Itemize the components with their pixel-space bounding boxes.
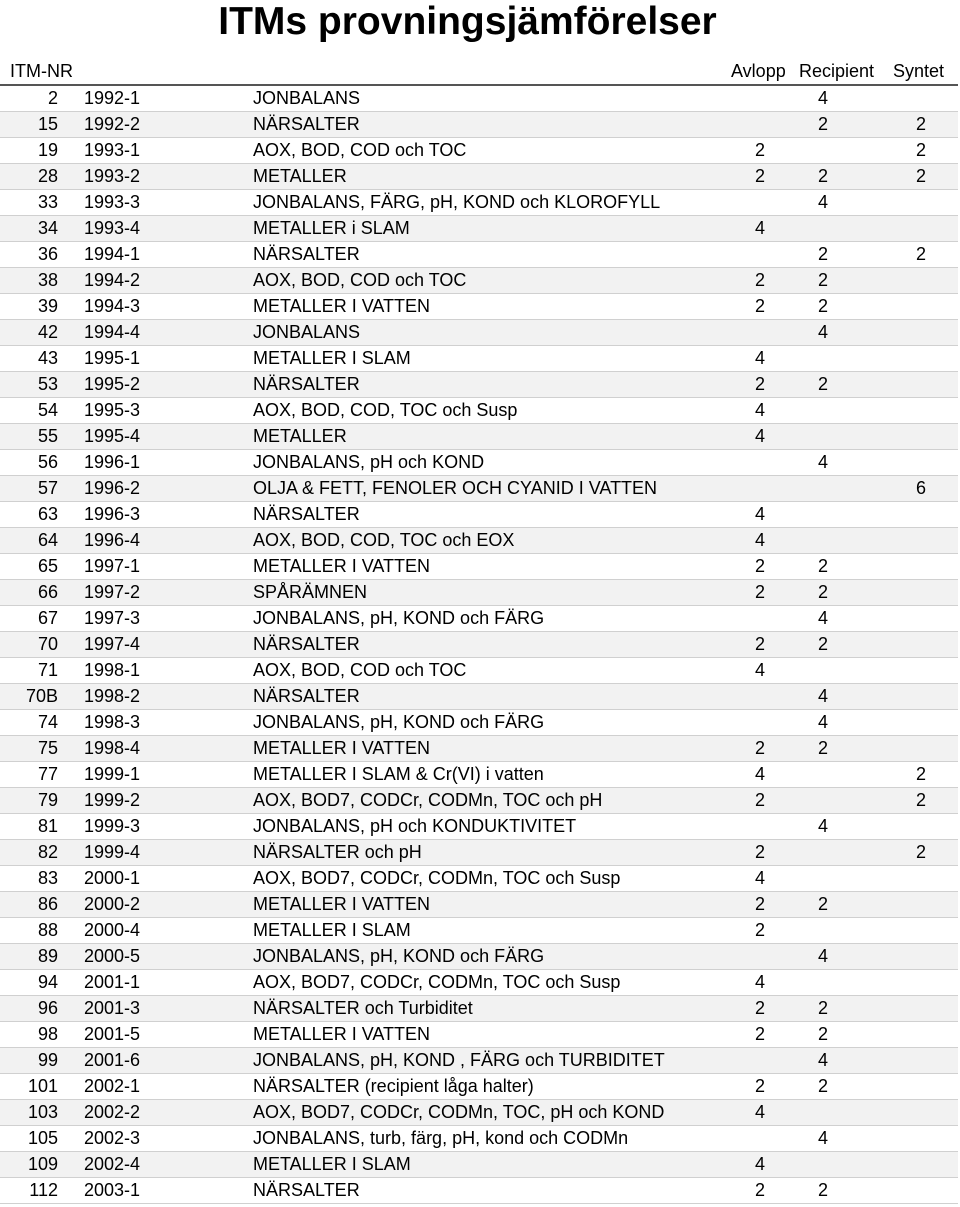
- cell-itm-nr: 43: [37, 348, 58, 368]
- cell-subject: JONBALANS: [253, 88, 361, 108]
- cell-subject: JONBALANS, turb, färg, pH, kond och CODMn: [253, 1128, 629, 1148]
- cell-itm-nr: 56: [37, 452, 58, 472]
- cell-round: 1992-1: [84, 88, 141, 108]
- cell-round: 1996-1: [84, 452, 141, 472]
- cell-itm-nr: 105: [27, 1128, 58, 1148]
- cell-round: 2000-4: [84, 920, 141, 940]
- cell-subject: AOX, BOD, COD och TOC: [253, 660, 467, 680]
- cell-subject: METALLER: [253, 426, 347, 446]
- cell-itm-nr: 36: [37, 244, 58, 264]
- cell-avlopp: 2: [754, 1024, 765, 1044]
- cell-subject: AOX, BOD, COD och TOC: [253, 140, 467, 160]
- cell-avlopp: 2: [754, 296, 765, 316]
- cell-avlopp: 2: [754, 1180, 765, 1200]
- cell-round: 1995-1: [84, 348, 141, 368]
- table-row: [0, 190, 958, 215]
- cell-itm-nr: 54: [37, 400, 58, 420]
- cell-recipient: 2: [817, 998, 828, 1018]
- cell-round: 1994-3: [84, 296, 141, 316]
- table-row: [0, 502, 958, 527]
- cell-subject: JONBALANS, pH och KOND: [253, 452, 485, 472]
- cell-subject: AOX, BOD7, CODCr, CODMn, TOC och Susp: [253, 972, 621, 992]
- cell-subject: NÄRSALTER: [253, 686, 360, 706]
- table-row: [0, 788, 958, 813]
- cell-itm-nr: 81: [37, 816, 58, 836]
- cell-recipient: 2: [817, 582, 828, 602]
- cell-round: 1997-2: [84, 582, 141, 602]
- cell-avlopp: 2: [754, 270, 765, 290]
- cell-recipient: 4: [817, 88, 828, 108]
- table-row: [0, 86, 958, 111]
- cell-avlopp: 2: [754, 634, 765, 654]
- cell-recipient: 2: [817, 270, 828, 290]
- cell-subject: NÄRSALTER: [253, 244, 360, 264]
- table-row: [0, 1022, 958, 1047]
- table-row: [0, 606, 958, 631]
- cell-round: 2002-3: [84, 1128, 141, 1148]
- cell-round: 1999-4: [84, 842, 141, 862]
- cell-subject: METALLER I VATTEN: [253, 894, 431, 914]
- cell-recipient: 2: [817, 738, 828, 758]
- cell-round: 1993-2: [84, 166, 141, 186]
- cell-recipient: 2: [817, 296, 828, 316]
- cell-round: 1995-4: [84, 426, 141, 446]
- cell-round: 1997-4: [84, 634, 141, 654]
- cell-round: 1996-3: [84, 504, 141, 524]
- header-recipient: Recipient: [799, 61, 875, 81]
- cell-subject: METALLER I VATTEN: [253, 296, 431, 316]
- cell-subject: SPÅRÄMNEN: [253, 582, 368, 602]
- cell-avlopp: 4: [754, 530, 765, 550]
- table-row: [0, 1048, 958, 1073]
- table-row: [0, 944, 958, 969]
- cell-avlopp: 4: [754, 504, 765, 524]
- cell-subject: METALLER I VATTEN: [253, 556, 431, 576]
- cell-avlopp: 4: [754, 348, 765, 368]
- cell-recipient: 4: [817, 816, 828, 836]
- cell-subject: AOX, BOD, COD, TOC och EOX: [253, 530, 515, 550]
- cell-round: 2001-1: [84, 972, 141, 992]
- cell-itm-nr: 82: [37, 842, 58, 862]
- table-row: [0, 632, 958, 657]
- table-row: [0, 372, 958, 397]
- cell-subject: JONBALANS, pH och KONDUKTIVITET: [253, 816, 577, 836]
- cell-round: 1993-1: [84, 140, 141, 160]
- cell-recipient: 4: [817, 452, 828, 472]
- table-row: [0, 398, 958, 423]
- cell-avlopp: 2: [754, 140, 765, 160]
- table-row: [0, 450, 958, 475]
- cell-itm-nr: 28: [37, 166, 58, 186]
- cell-syntet: 2: [915, 842, 926, 862]
- cell-round: 2000-1: [84, 868, 141, 888]
- cell-itm-nr: 88: [37, 920, 58, 940]
- cell-syntet: 2: [915, 764, 926, 784]
- table-row: [0, 892, 958, 917]
- cell-itm-nr: 63: [37, 504, 58, 524]
- cell-round: 1998-2: [84, 686, 141, 706]
- cell-subject: OLJA & FETT, FENOLER OCH CYANID I VATTEN: [253, 478, 658, 498]
- table-row: [0, 112, 958, 137]
- table-row: [0, 242, 958, 267]
- table-row: [0, 320, 958, 345]
- cell-round: 1992-2: [84, 114, 141, 134]
- table-row: [0, 970, 958, 995]
- header-itm-nr: ITM-NR: [10, 61, 73, 81]
- cell-round: 1995-3: [84, 400, 141, 420]
- cell-avlopp: 4: [754, 426, 765, 446]
- cell-round: 2001-6: [84, 1050, 141, 1070]
- cell-round: 1999-3: [84, 816, 141, 836]
- table-row: [0, 1152, 958, 1177]
- cell-round: 2003-1: [84, 1180, 141, 1200]
- cell-subject: METALLER I SLAM: [253, 348, 411, 368]
- cell-syntet: 2: [915, 114, 926, 134]
- cell-recipient: 4: [817, 608, 828, 628]
- cell-avlopp: 4: [754, 764, 765, 784]
- cell-subject: JONBALANS, pH, KOND och FÄRG: [253, 608, 545, 628]
- cell-subject: NÄRSALTER: [253, 374, 360, 394]
- cell-recipient: 4: [817, 322, 828, 342]
- cell-subject: NÄRSALTER: [253, 114, 360, 134]
- cell-itm-nr: 70B: [25, 686, 58, 706]
- cell-avlopp: 2: [754, 920, 765, 940]
- row-divider: [0, 1203, 958, 1204]
- cell-syntet: 2: [915, 140, 926, 160]
- cell-avlopp: 2: [754, 166, 765, 186]
- table-header: [0, 58, 958, 84]
- table-row: [0, 1074, 958, 1099]
- cell-itm-nr: 65: [37, 556, 58, 576]
- cell-itm-nr: 77: [37, 764, 58, 784]
- cell-subject: NÄRSALTER och pH: [253, 842, 422, 862]
- cell-subject: METALLER I VATTEN: [253, 1024, 431, 1044]
- table-row: [0, 216, 958, 241]
- cell-round: 1993-4: [84, 218, 141, 238]
- cell-subject: AOX, BOD, COD, TOC och Susp: [253, 400, 518, 420]
- cell-avlopp: 4: [754, 218, 765, 238]
- cell-itm-nr: 70: [37, 634, 58, 654]
- cell-itm-nr: 94: [37, 972, 58, 992]
- cell-itm-nr: 42: [37, 322, 58, 342]
- cell-recipient: 4: [817, 1050, 828, 1070]
- table-row: [0, 814, 958, 839]
- page-title: ITMs provningsjämförelser: [218, 0, 717, 43]
- cell-avlopp: 2: [754, 842, 765, 862]
- cell-avlopp: 2: [754, 894, 765, 914]
- cell-subject: AOX, BOD7, CODCr, CODMn, TOC och pH: [253, 790, 603, 810]
- cell-round: 1995-2: [84, 374, 141, 394]
- cell-itm-nr: 66: [37, 582, 58, 602]
- cell-round: 1994-2: [84, 270, 141, 290]
- table-row: [0, 164, 958, 189]
- cell-itm-nr: 53: [37, 374, 58, 394]
- cell-recipient: 2: [817, 556, 828, 576]
- cell-itm-nr: 83: [37, 868, 58, 888]
- cell-subject: METALLER: [253, 166, 347, 186]
- cell-round: 2001-5: [84, 1024, 141, 1044]
- cell-itm-nr: 64: [37, 530, 58, 550]
- table-row: [0, 736, 958, 761]
- cell-round: 2000-2: [84, 894, 141, 914]
- cell-subject: NÄRSALTER: [253, 634, 360, 654]
- table-row: [0, 424, 958, 449]
- cell-recipient: 2: [817, 114, 828, 134]
- cell-itm-nr: 74: [37, 712, 58, 732]
- cell-itm-nr: 2: [47, 88, 58, 108]
- cell-round: 2002-1: [84, 1076, 141, 1096]
- cell-subject: AOX, BOD7, CODCr, CODMn, TOC, pH och KOND: [253, 1102, 665, 1122]
- cell-subject: AOX, BOD7, CODCr, CODMn, TOC och Susp: [253, 868, 621, 888]
- table-row: [0, 346, 958, 371]
- table-row: [0, 294, 958, 319]
- table-row: [0, 866, 958, 891]
- cell-itm-nr: 19: [37, 140, 58, 160]
- cell-recipient: 4: [817, 712, 828, 732]
- cell-round: 2002-2: [84, 1102, 141, 1122]
- cell-round: 1998-4: [84, 738, 141, 758]
- table-row: [0, 1178, 958, 1203]
- cell-avlopp: 2: [754, 582, 765, 602]
- table-row: [0, 476, 958, 501]
- table-row: [0, 554, 958, 579]
- cell-itm-nr: 34: [37, 218, 58, 238]
- cell-avlopp: 4: [754, 868, 765, 888]
- cell-subject: METALLER i SLAM: [253, 218, 410, 238]
- cell-subject: JONBALANS, pH, KOND och FÄRG: [253, 946, 545, 966]
- cell-avlopp: 2: [754, 738, 765, 758]
- cell-itm-nr: 99: [37, 1050, 58, 1070]
- cell-itm-nr: 112: [29, 1180, 58, 1200]
- cell-recipient: 4: [817, 1128, 828, 1148]
- cell-round: 1994-4: [84, 322, 141, 342]
- table-row: [0, 710, 958, 735]
- cell-recipient: 2: [817, 634, 828, 654]
- cell-recipient: 2: [817, 894, 828, 914]
- cell-subject: METALLER I SLAM: [253, 920, 411, 940]
- cell-round: 1997-3: [84, 608, 141, 628]
- cell-round: 2000-5: [84, 946, 141, 966]
- cell-recipient: 4: [817, 686, 828, 706]
- cell-subject: JONBALANS, FÄRG, pH, KOND och KLOROFYLL: [253, 192, 661, 212]
- table-row: [0, 762, 958, 787]
- cell-avlopp: 2: [754, 556, 765, 576]
- cell-subject: NÄRSALTER: [253, 1180, 360, 1200]
- cell-recipient: 2: [817, 374, 828, 394]
- cell-subject: AOX, BOD, COD och TOC: [253, 270, 467, 290]
- cell-avlopp: 4: [754, 972, 765, 992]
- cell-subject: METALLER I SLAM: [253, 1154, 411, 1174]
- cell-itm-nr: 39: [37, 296, 58, 316]
- table-row: [0, 268, 958, 293]
- cell-round: 1994-1: [84, 244, 141, 264]
- header-avlopp: Avlopp: [731, 61, 786, 81]
- table-row: [0, 658, 958, 683]
- cell-subject: NÄRSALTER: [253, 504, 360, 524]
- header-syntet: Syntet: [893, 61, 945, 81]
- cell-recipient: 2: [817, 1076, 828, 1096]
- table-row: [0, 580, 958, 605]
- cell-recipient: 2: [817, 244, 828, 264]
- cell-itm-nr: 71: [37, 660, 58, 680]
- cell-round: 1997-1: [84, 556, 141, 576]
- cell-recipient: 2: [817, 1024, 828, 1044]
- table-row: [0, 1100, 958, 1125]
- cell-avlopp: 2: [754, 374, 765, 394]
- cell-itm-nr: 98: [37, 1024, 58, 1044]
- cell-subject: METALLER I VATTEN: [253, 738, 431, 758]
- cell-itm-nr: 57: [37, 478, 58, 498]
- cell-itm-nr: 109: [27, 1154, 58, 1174]
- cell-round: 2002-4: [84, 1154, 141, 1174]
- cell-subject: METALLER I SLAM & Cr(VI) i vatten: [253, 764, 544, 784]
- cell-itm-nr: 96: [37, 998, 58, 1018]
- cell-avlopp: 4: [754, 400, 765, 420]
- cell-round: 1993-3: [84, 192, 141, 212]
- comparison-table: [0, 86, 958, 1204]
- cell-itm-nr: 86: [37, 894, 58, 914]
- cell-recipient: 2: [817, 166, 828, 186]
- table-row: [0, 918, 958, 943]
- cell-itm-nr: 55: [37, 426, 58, 446]
- cell-itm-nr: 33: [37, 192, 58, 212]
- cell-itm-nr: 79: [37, 790, 58, 810]
- table-row: [0, 996, 958, 1021]
- cell-itm-nr: 103: [27, 1102, 58, 1122]
- cell-avlopp: 4: [754, 660, 765, 680]
- cell-round: 1999-2: [84, 790, 141, 810]
- cell-recipient: 4: [817, 192, 828, 212]
- cell-itm-nr: 15: [37, 114, 58, 134]
- table-row: [0, 684, 958, 709]
- cell-subject: NÄRSALTER och Turbiditet: [253, 998, 473, 1018]
- table-row: [0, 840, 958, 865]
- table-row: [0, 138, 958, 163]
- cell-recipient: 2: [817, 1180, 828, 1200]
- cell-round: 1996-2: [84, 478, 141, 498]
- cell-subject: JONBALANS, pH, KOND , FÄRG och TURBIDITET: [253, 1050, 665, 1070]
- cell-round: 1998-1: [84, 660, 141, 680]
- cell-syntet: 6: [915, 478, 926, 498]
- cell-avlopp: 2: [754, 790, 765, 810]
- table-row: [0, 1126, 958, 1151]
- cell-subject: NÄRSALTER (recipient låga halter): [253, 1076, 534, 1096]
- cell-syntet: 2: [915, 166, 926, 186]
- cell-subject: JONBALANS: [253, 322, 361, 342]
- cell-round: 1999-1: [84, 764, 141, 784]
- cell-subject: JONBALANS, pH, KOND och FÄRG: [253, 712, 545, 732]
- cell-itm-nr: 101: [27, 1076, 58, 1096]
- cell-round: 1998-3: [84, 712, 141, 732]
- cell-avlopp: 2: [754, 998, 765, 1018]
- cell-avlopp: 4: [754, 1154, 765, 1174]
- cell-round: 2001-3: [84, 998, 141, 1018]
- cell-itm-nr: 67: [37, 608, 58, 628]
- cell-round: 1996-4: [84, 530, 141, 550]
- cell-recipient: 4: [817, 946, 828, 966]
- cell-itm-nr: 38: [37, 270, 58, 290]
- cell-avlopp: 4: [754, 1102, 765, 1122]
- cell-syntet: 2: [915, 790, 926, 810]
- cell-itm-nr: 89: [37, 946, 58, 966]
- cell-syntet: 2: [915, 244, 926, 264]
- table-row: [0, 528, 958, 553]
- cell-avlopp: 2: [754, 1076, 765, 1096]
- cell-itm-nr: 75: [37, 738, 58, 758]
